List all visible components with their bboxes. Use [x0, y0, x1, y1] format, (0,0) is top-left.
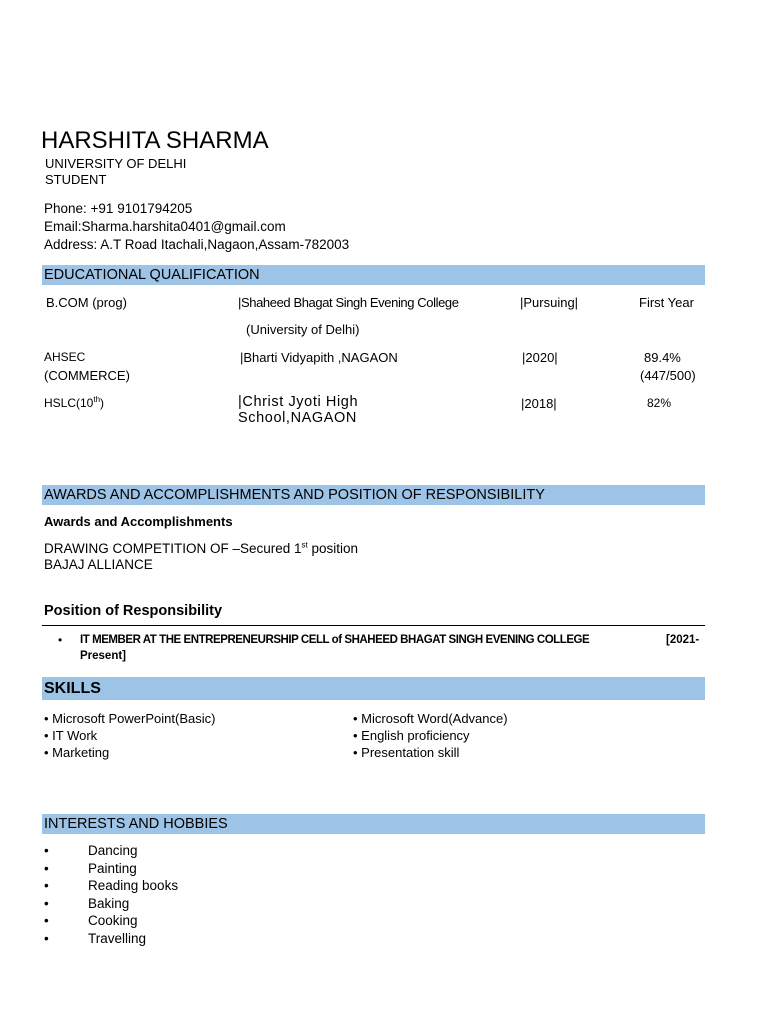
edu-institute-sub: School,NAGAON	[238, 410, 358, 426]
candidate-name: HARSHITA SHARMA	[41, 127, 269, 154]
edu-course: B.COM (prog)	[46, 295, 127, 310]
university: UNIVERSITY OF DELHI	[45, 156, 187, 171]
edu-status: |2018|	[521, 396, 557, 411]
edu-status: |Pursuing|	[520, 295, 579, 310]
edu-institute: |Shaheed Bhagat Singh Evening College	[238, 295, 459, 310]
hobby-bullet: •	[44, 931, 49, 946]
hobby-item: Reading books	[88, 878, 179, 893]
edu-course: AHSEC	[44, 350, 86, 364]
edu-institute-sub: (University of Delhi)	[246, 322, 360, 337]
hobby-item: Travelling	[88, 931, 147, 946]
education-heading: EDUCATIONAL QUALIFICATION	[42, 265, 705, 285]
role: STUDENT	[45, 172, 107, 187]
hobby-bullet: •	[44, 896, 49, 911]
hobby-item: Baking	[88, 896, 130, 911]
hobby-bullet: •	[44, 843, 49, 858]
divider	[42, 625, 705, 626]
hobby-bullet: •	[44, 861, 49, 876]
edu-score: 82%	[647, 396, 672, 410]
award-line: BAJAJ ALLIANCE	[44, 557, 153, 572]
hobby-item: Painting	[88, 861, 137, 876]
edu-institute: |Christ Jyoti High	[238, 394, 359, 410]
awards-heading: AWARDS AND ACCOMPLISHMENTS AND POSITION OF RESPONSIBILITY	[42, 485, 705, 505]
position-year: [2021-	[666, 634, 700, 646]
award-line: DRAWING COMPETITION OF –Secured 1st position	[44, 540, 359, 556]
hobby-item: Dancing	[88, 843, 138, 858]
position-item: IT MEMBER AT THE ENTREPRENEURSHIP CELL of SHAHEED BHAGAT SINGH EVENING COLLEGE	[80, 634, 590, 646]
bullet: •	[58, 633, 63, 647]
skill-item: • IT Work	[44, 728, 98, 743]
hobby-item: Cooking	[88, 913, 138, 928]
edu-score: First Year	[639, 295, 694, 310]
awards-subheading: Awards and Accomplishments	[44, 514, 233, 529]
address: Address: A.T Road Itachali,Nagaon,Assam-782003	[44, 237, 350, 252]
skills-heading: SKILLS	[42, 677, 705, 700]
edu-score-sub: (447/500)	[640, 368, 696, 383]
edu-status: |2020|	[522, 350, 558, 365]
phone: Phone: +91 9101794205	[44, 201, 193, 216]
skill-item: • Microsoft PowerPoint(Basic)	[44, 711, 216, 726]
hobby-bullet: •	[44, 878, 49, 893]
skill-item: • Presentation skill	[353, 745, 460, 760]
edu-course-sub: (COMMERCE)	[44, 368, 130, 383]
hobby-bullet: •	[44, 913, 49, 928]
email: Email:Sharma.harshita0401@gmail.com	[44, 219, 286, 234]
hobbies-heading: INTERESTS AND HOBBIES	[42, 814, 705, 834]
skill-item: • Marketing	[44, 745, 110, 760]
edu-score: 89.4%	[644, 350, 681, 365]
position-heading: Position of Responsibility	[44, 603, 223, 619]
edu-institute: |Bharti Vidyapith ,NAGAON	[240, 350, 398, 365]
position-item-cont: Present]	[80, 650, 127, 662]
skill-item: • English proficiency	[353, 728, 470, 743]
edu-course: HSLC(10th)	[44, 395, 105, 410]
skill-item: • Microsoft Word(Advance)	[353, 711, 508, 726]
